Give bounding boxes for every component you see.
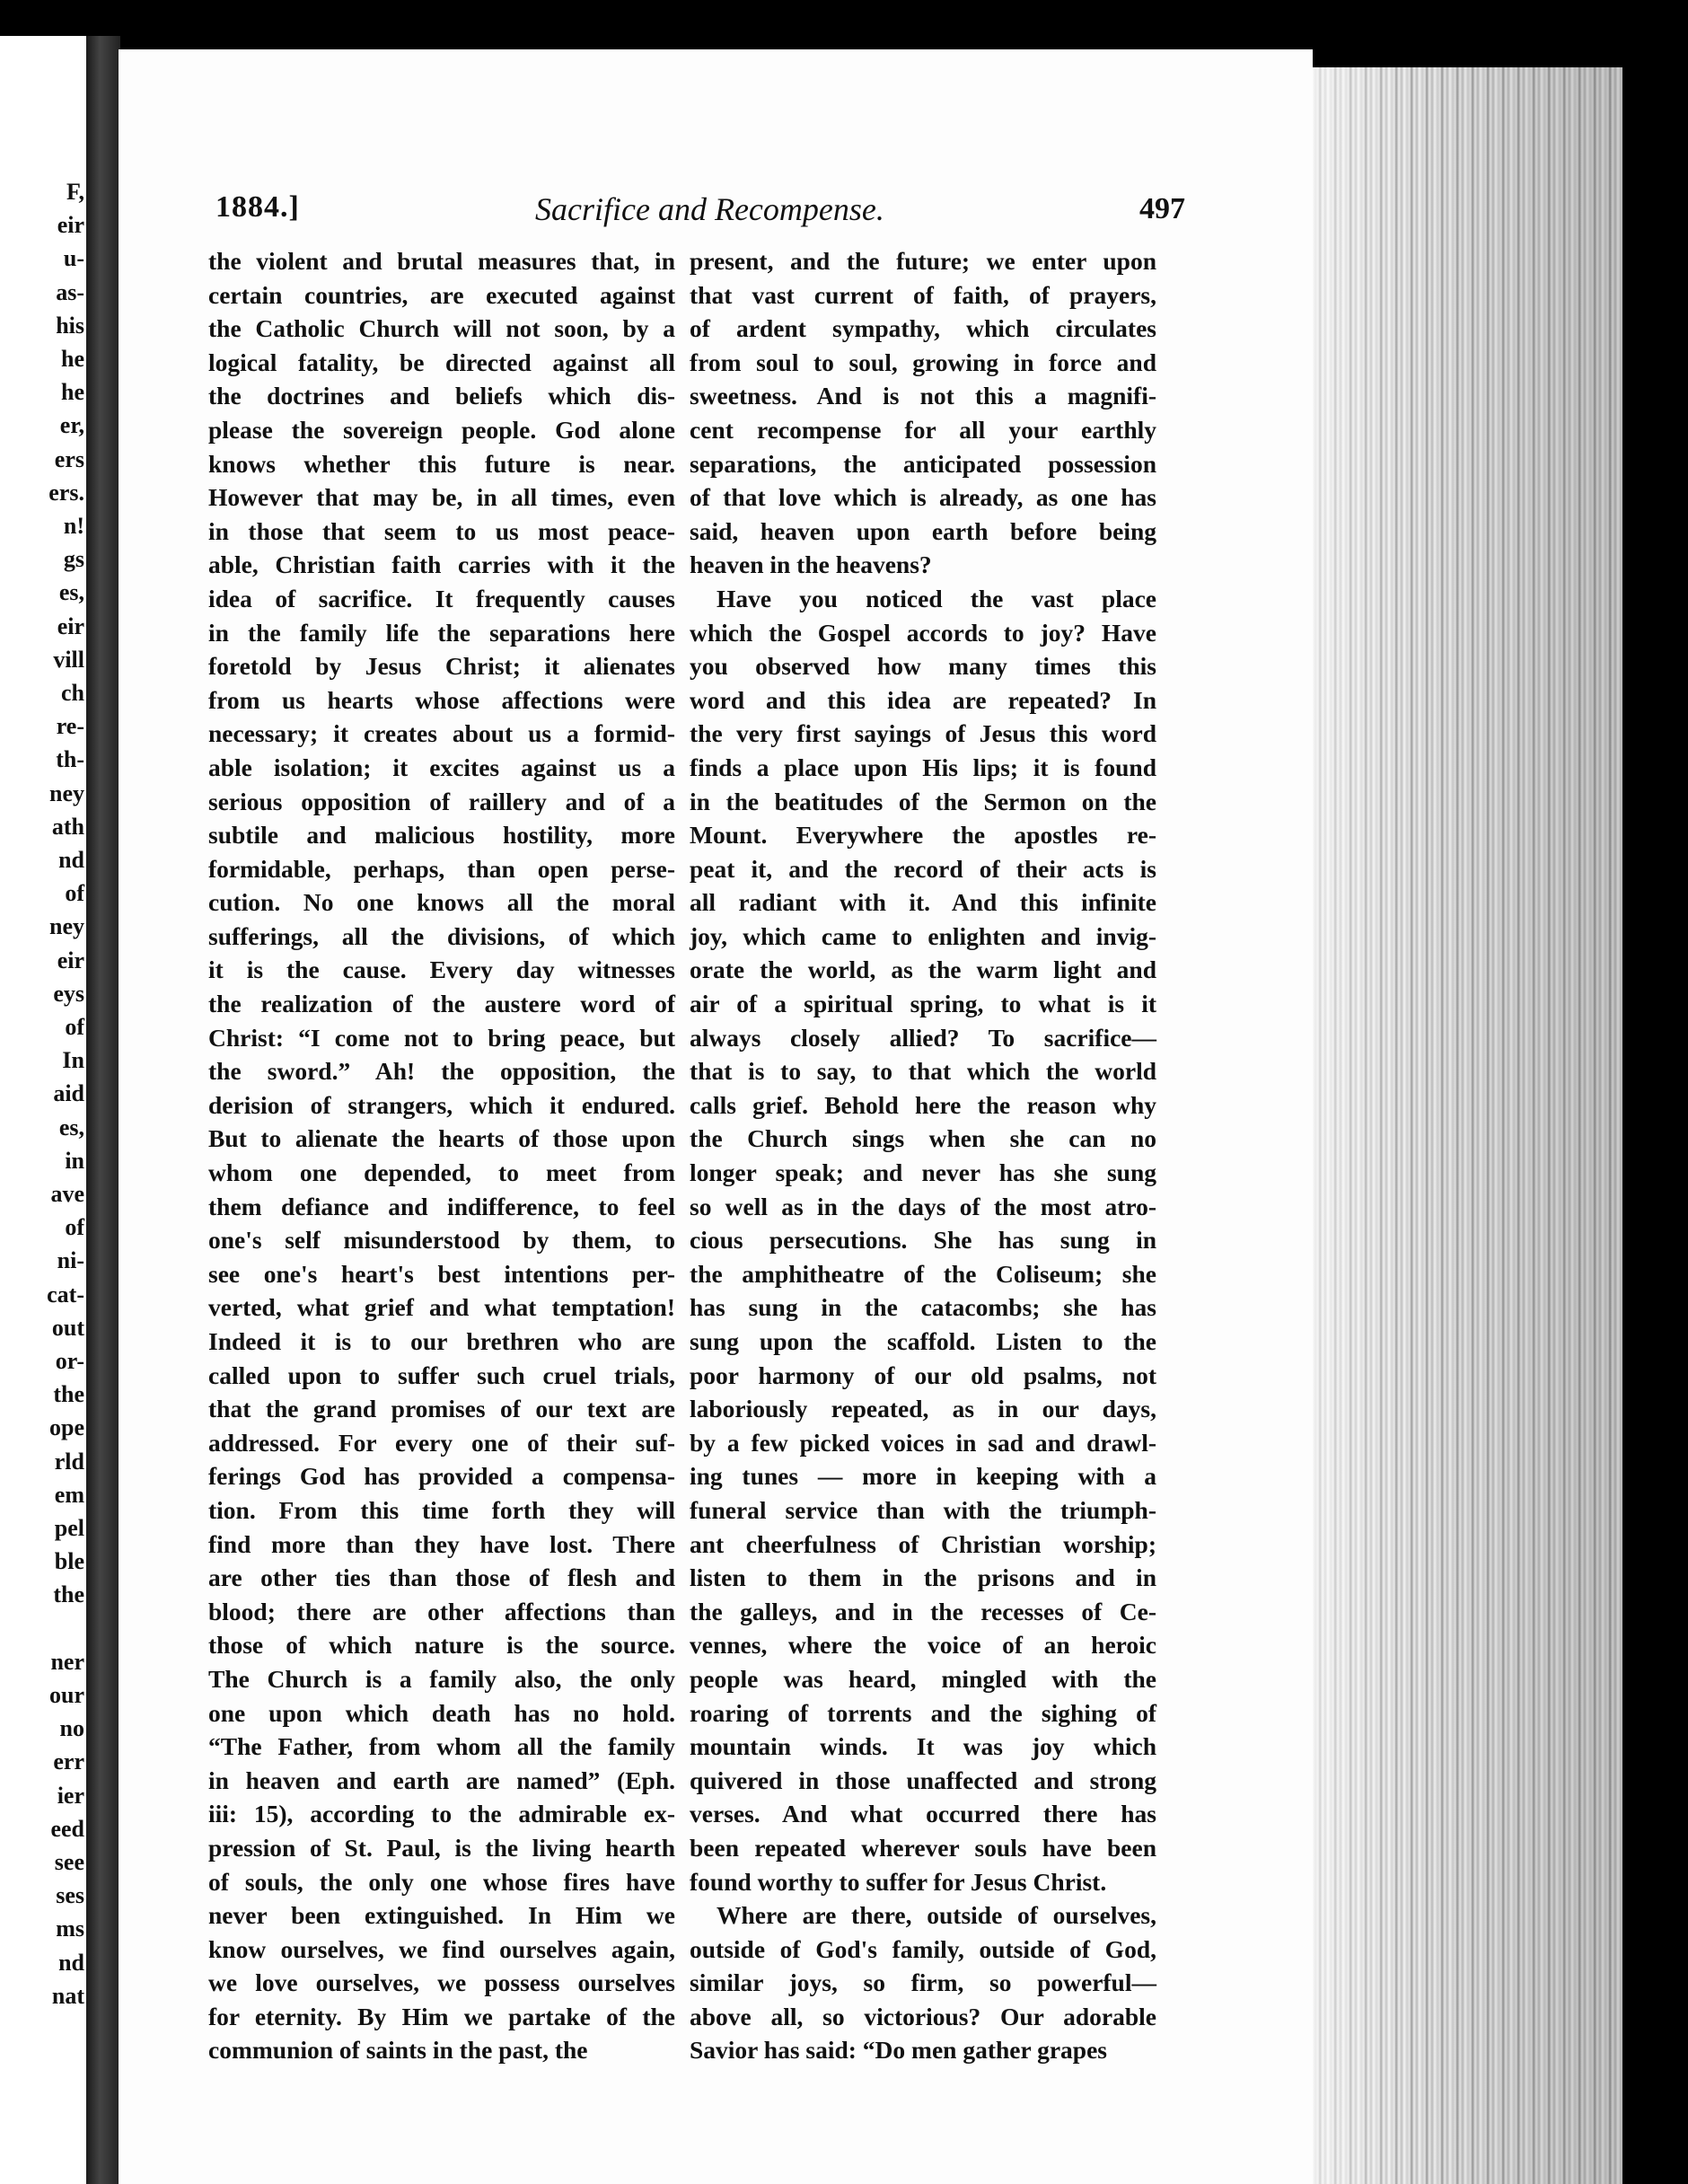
text-line: Have you noticed the vast place [717,584,1156,612]
facing-page-text-fragment: ney [49,779,84,806]
text-line: verted, what grief and what temptation! [208,1293,675,1322]
facing-page-text-fragment: no [59,1715,84,1742]
facing-page-text-fragment: err [53,1748,84,1775]
facing-page-text-fragment: n! [63,513,84,539]
text-line: addressed. For every one of their suf- [208,1428,675,1457]
text-line: ing tunes — more in keeping with a [690,1462,1156,1491]
text-line: cious persecutions. She has sung in [690,1226,1156,1255]
facing-page-text-fragment: nd [58,847,84,873]
text-line: Mount. Everywhere the apostles re- [690,821,1156,850]
text-line: it is the cause. Every day witnesses [208,956,675,984]
text-line: never been extinguished. In Him we [208,1901,675,1930]
text-line: similar joys, so firm, so powerful— [690,1968,1156,1997]
text-line: longer speak; and never has she sung [690,1158,1156,1187]
text-line: that is to say, to that which the world [690,1057,1156,1086]
text-line: derision of strangers, which it endured. [208,1090,675,1119]
facing-page-text-fragment: the [53,1381,84,1408]
facing-page-text-fragment: ch [61,680,84,706]
text-line: quivered in those unaffected and strong [690,1766,1156,1794]
text-line: Indeed it is to our brethren who are [208,1327,675,1355]
text-line: separations, the anticipated possession [690,449,1156,478]
text-line: “The Father, from whom all the family [208,1732,675,1761]
facing-page-text-fragment: ses [56,1882,84,1909]
text-line: pression of St. Paul, is the living hearth [208,1833,675,1862]
text-line: see one's heart's best intentions per- [208,1259,675,1288]
text-line: of ardent sympathy, which circulates [690,314,1156,343]
text-line: we love ourselves, we possess ourselves [208,1968,675,1997]
text-line: above all, so victorious? Our adorable [690,2002,1156,2030]
text-line: ant cheerfulness of Christian worship; [690,1529,1156,1558]
text-line: whom one depended, to meet from [208,1158,675,1187]
facing-page-text-fragment: es, [58,1114,84,1140]
text-line: communion of saints in the past, the [208,2036,588,2065]
facing-page-text-fragment: vill [53,646,84,673]
facing-page-text-fragment: of [65,1014,84,1040]
page-header [215,190,1185,235]
facing-page-text-fragment: er, [59,412,84,439]
text-line: serious opposition of raillery and of a [208,787,675,815]
text-line: certain countries, are executed against [208,280,675,309]
facing-page-text-fragment: eys [53,980,84,1007]
facing-page-text-fragment: eir [57,212,84,239]
facing-page-text-fragment: as- [56,278,84,305]
facing-page-text-fragment: nat [51,1982,84,2009]
facing-page-text-fragment: re- [56,713,84,740]
facing-page-text-fragment: ers. [48,479,84,506]
text-line: knows whether this future is near. [208,449,675,478]
text-line: But to alienate the hearts of those upon [208,1124,675,1153]
text-line: one upon which death has no hold. [208,1698,675,1727]
facing-page-text-fragment: or- [55,1348,84,1374]
facing-page-text-fragment: of [65,880,84,907]
facing-page-text-fragment: see [54,1849,84,1875]
text-line: so well as in the days of the most atro- [690,1192,1156,1220]
text-line: formidable, perhaps, than open perse- [208,854,675,883]
right-text-column [690,244,1156,2067]
facing-page-text-fragment: ni- [57,1247,84,1274]
facing-page-text-fragment: ms [56,1915,84,1942]
facing-page-text-fragment: rld [54,1448,84,1475]
text-line: in those that seem to us most peace- [208,516,675,545]
text-line: said, heaven upon earth before being [690,516,1156,545]
text-line: funeral service than with the triumph- [690,1495,1156,1524]
text-line: people was heard, mingled with the [690,1664,1156,1693]
text-line: idea of sacrifice. It frequently causes [208,584,675,612]
facing-page-text-fragment: ope [49,1414,84,1441]
text-line: verses. And what occurred there has [690,1800,1156,1828]
text-line: heaven in the heavens? [690,550,932,579]
text-line: been repeated wherever souls have been [690,1833,1156,1862]
header-year: 1884.] [215,190,300,224]
text-line: the Church sings when she can no [690,1124,1156,1153]
text-line: word and this idea are repeated? In [690,685,1156,714]
facing-page-text-fragment: ave [50,1181,84,1207]
text-line: joy, which came to enlighten and invig- [690,921,1156,950]
text-line: present, and the future; we enter upon [690,247,1156,275]
text-line: in the beatitudes of the Sermon on the [690,787,1156,815]
text-line: sweetness. And is not this a magnifi- [690,382,1156,410]
text-line: vennes, where the voice of an heroic [690,1631,1156,1660]
text-line: the amphitheatre of the Coliseum; she [690,1259,1156,1288]
facing-page-text-fragment: es, [58,579,84,606]
facing-page-text-fragment: eir [57,612,84,639]
text-line: all radiant with it. And this infinite [690,888,1156,917]
text-line: called upon to suffer such cruel trials, [208,1361,675,1389]
text-line: Where are there, outside of ourselves, [717,1901,1156,1930]
text-line: from us hearts whose affections were [208,685,675,714]
text-line: poor harmony of our old psalms, not [690,1361,1156,1389]
text-line: outside of God's family, outside of God, [690,1934,1156,1963]
facing-page-text-fragment: nd [58,1949,84,1976]
text-line: ferings God has provided a compensa- [208,1462,675,1491]
text-line: found worthy to suffer for Jesus Christ. [690,1867,1107,1896]
text-line: the realization of the austere word of [208,990,675,1018]
text-line: logical fatality, be directed against all [208,348,675,376]
text-line: has sung in the catacombs; she has [690,1293,1156,1322]
text-line: However that may be, in all times, even [208,483,675,512]
text-line: air of a spiritual spring, to what is it [690,990,1156,1018]
text-line: sung upon the scaffold. Listen to the [690,1327,1156,1355]
facing-page-text-fragment: ner [50,1648,84,1675]
facing-page-text-fragment: th- [56,746,84,773]
text-line: of that love which is already, as one has [690,483,1156,512]
text-line: the violent and brutal measures that, in [208,247,675,275]
text-line: Savior has said: “Do men gather grapes [690,2036,1107,2065]
text-line: please the sovereign people. God alone [208,415,675,444]
text-line: from soul to soul, growing in force and [690,348,1156,376]
facing-page-text-fragment: ath [51,813,84,840]
text-line: mountain winds. It was joy which [690,1732,1156,1761]
facing-page-text-fragment: the [53,1581,84,1608]
facing-page-text-fragment: of [65,1214,84,1241]
text-line: the doctrines and beliefs which dis- [208,382,675,410]
text-line: by a few picked voices in sad and drawl- [690,1428,1156,1457]
text-line: able isolation; it excites against us a [208,753,675,781]
text-line: the Catholic Church will not soon, by a [208,314,675,343]
facing-page-text-fragment: pel [54,1515,84,1541]
text-line: the galleys, and in the recesses of Ce- [690,1597,1156,1625]
facing-page-text-fragment: u- [63,245,84,272]
text-line: in the family life the separations here [208,618,675,647]
left-text-column [208,244,675,2067]
facing-page-text-fragment: gs [63,546,84,573]
facing-page-text-fragment: eed [50,1815,84,1842]
text-line: peat it, and the record of their acts is [690,854,1156,883]
text-line: subtile and malicious hostility, more [208,821,675,850]
facing-page-text-fragment: eir [57,947,84,973]
text-line: able, Christian faith carries with it the [208,550,675,579]
facing-page-text-fragment: he [61,346,84,372]
text-line: know ourselves, we find ourselves again, [208,1934,675,1963]
text-line: that the grand promises of our text are [208,1395,675,1423]
text-line: roaring of torrents and the sighing of [690,1698,1156,1727]
facing-page-text-fragment: ier [57,1782,84,1809]
text-line: necessary; it creates about us a formid- [208,719,675,748]
facing-page-text-fragment: his [56,312,84,339]
text-line: Christ: “I come not to bring peace, but [208,1023,675,1052]
facing-page-text-fragment: em [54,1481,84,1508]
text-line: listen to them in the prisons and in [690,1563,1156,1592]
text-line: are other ties than those of flesh and [208,1563,675,1592]
facing-page-fragment [0,36,90,2184]
text-line: of souls, the only one whose fires have [208,1867,675,1896]
text-line: the very first sayings of Jesus this word [690,719,1156,748]
text-line: tion. From this time forth they will [208,1495,675,1524]
text-line: find more than they have lost. There [208,1529,675,1558]
text-line: foretold by Jesus Christ; it alienates [208,652,675,681]
text-line: that vast current of faith, of prayers, [690,280,1156,309]
text-line: those of which nature is the source. [208,1631,675,1660]
facing-page-text-fragment: cat- [47,1281,84,1308]
facing-page-text-fragment: in [65,1147,84,1174]
text-line: cution. No one knows all the moral [208,888,675,917]
facing-page-text-fragment: ers [54,445,84,472]
text-line: you observed how many times this [690,652,1156,681]
facing-page-text-fragment: ble [54,1548,84,1575]
text-line: the sword.” Ah! the opposition, the [208,1057,675,1086]
facing-page-text-fragment: F, [66,179,84,205]
text-line: cent recompense for all your earthly [690,415,1156,444]
text-line: The Church is a family also, the only [208,1664,675,1693]
facing-page-text-fragment: out [51,1314,84,1341]
page-number: 497 [1139,192,1185,225]
text-line: which the Gospel accords to joy? Have [690,618,1156,647]
text-line: calls grief. Behold here the reason why [690,1090,1156,1119]
facing-page-text-fragment: aid [53,1080,84,1107]
text-line: orate the world, as the warm light and [690,956,1156,984]
text-line: iii: 15), according to the admirable ex- [208,1800,675,1828]
text-line: one's self misunderstood by them, to [208,1226,675,1255]
text-line: in heaven and earth are named” (Eph. [208,1766,675,1794]
running-title: Sacrifice and Recompense. [535,191,884,227]
facing-page-text-fragment: In [62,1047,84,1074]
text-line: finds a place upon His lips; it is found [690,753,1156,781]
text-line: blood; there are other affections than [208,1597,675,1625]
text-line: for eternity. By Him we partake of the [208,2002,675,2030]
facing-page-text-fragment: our [49,1682,84,1708]
text-line: them defiance and indifference, to feel [208,1192,675,1220]
page-edges [1313,67,1622,2184]
gutter-shadow [86,36,120,2184]
text-line: sufferings, all the divisions, of which [208,921,675,950]
text-line: always closely allied? To sacrifice— [690,1023,1156,1052]
facing-page-text-fragment: ney [49,913,84,940]
facing-page-text-fragment: he [61,379,84,406]
text-line: laboriously repeated, as in our days, [690,1395,1156,1423]
